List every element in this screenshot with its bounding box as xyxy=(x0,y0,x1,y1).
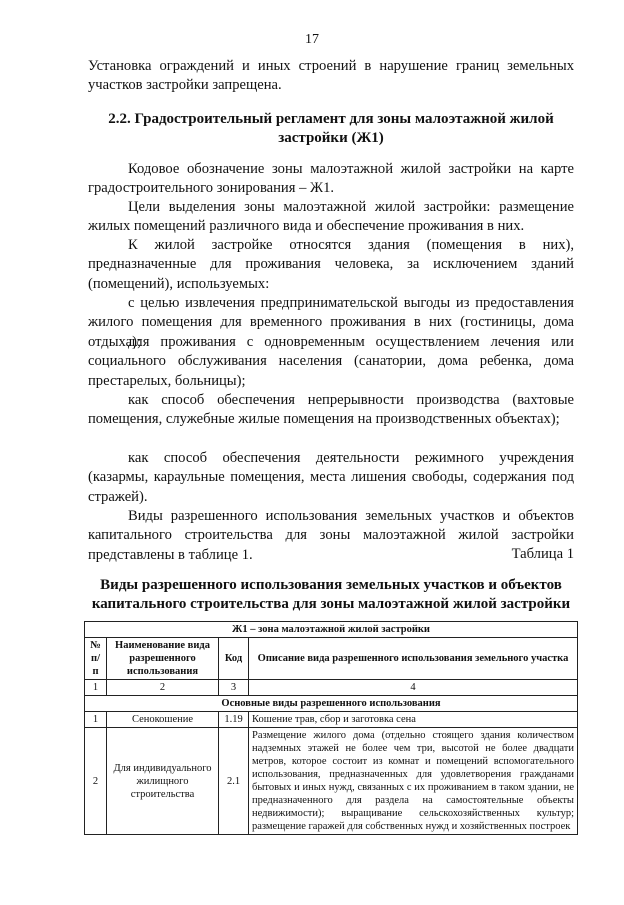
intro-paragraph: Установка ограждений и иных строений в нарушение границ земельных участков застройки запрещена. xyxy=(88,58,574,94)
paragraph-exclusion-regime: как способ обеспечения деятельности режимного учреждения (казармы, караульные помещения, места лишения свободы, содержания под стражей). xyxy=(88,450,574,505)
column-number: 3 xyxy=(219,680,249,696)
row-code: 1.19 xyxy=(219,712,249,728)
table-column-numbers-row xyxy=(85,680,578,696)
paragraph-exclusion-production: как способ обеспечения непрерывности производства (вахтовые помещения, служебные жилые помещения на производственных объектах); xyxy=(88,392,574,428)
paragraph-zone-goals: Цели выделения зоны малоэтажной жилой застройки: размещение жилых помещений различного вида и обеспечение проживания в них. xyxy=(88,199,574,235)
header-name: Наименование вида разрешенного использования xyxy=(107,638,219,680)
column-number: 2 xyxy=(107,680,219,696)
table-row xyxy=(85,712,578,728)
zone-header: Ж1 – зона малоэтажной жилой застройки xyxy=(85,622,578,638)
page-number: 17 xyxy=(305,32,319,47)
table-section-row xyxy=(85,696,578,712)
table-row xyxy=(85,728,578,835)
paragraph-zone-code: Кодовое обозначение зоны малоэтажной жилой застройки на карте градостроительного зонирования – Ж1. xyxy=(88,161,574,197)
paragraph-table-reference: Виды разрешенного использования земельных участков и объектов капитального строительства для зоны малоэтажной жилой застройки представлены в таблице 1. xyxy=(88,508,574,563)
header-description: Описание вида разрешенного использования земельного участка xyxy=(249,638,578,680)
land-use-table xyxy=(84,621,578,835)
row-description: Размещение жилого дома (отдельно стоящего здания количеством надземных этажей не более чем три, высотой не более двадцати метров, которое состоит из комнат и помещений вспомогательного использования, предназначенных для удовлетворения гражданами бытовых и иных нужд, связанных с их проживанием в таком здании, не предназначенного для раздела на самостоятельные объекты недвижимости); выращивание сельскохозяйственных культур; размещение гаражей для собственных нужд и хозяйственных построек xyxy=(249,728,578,835)
paragraph-residential-definition: К жилой застройке относятся здания (помещения в них), предназначенные для проживания человека, за исключением зданий (помещений), используемых: xyxy=(88,237,574,292)
table-label: Таблица 1 xyxy=(511,546,574,562)
column-number: 1 xyxy=(85,680,107,696)
table-zone-header-row xyxy=(85,622,578,638)
row-number: 2 xyxy=(85,728,107,835)
row-name: Для индивидуального жилищного строительства xyxy=(107,728,219,835)
row-description: Кошение трав, сбор и заготовка сена xyxy=(249,712,578,728)
row-number: 1 xyxy=(85,712,107,728)
column-number: 4 xyxy=(249,680,578,696)
header-number: № п/п xyxy=(85,638,107,680)
section-heading: 2.2. Градостроительный регламент для зоны малоэтажной жилой застройки (Ж1) xyxy=(108,111,554,146)
row-code: 2.1 xyxy=(219,728,249,835)
paragraph-exclusion-profit: с целью извлечения предпринимательской выгоды из предоставления жилого помещения для временного проживания в них (гостиницы, дома отдыха); xyxy=(88,295,574,350)
table-header-row xyxy=(85,638,578,680)
header-code: Код xyxy=(219,638,249,680)
table-title: Виды разрешенного использования земельных участков и объектов капитального строительства для зоны малоэтажной жилой застройки xyxy=(91,577,571,612)
paragraph-exclusion-treatment: для проживания с одновременным осуществлением лечения или социального обслуживания населения (санатории, дома ребенка, дома престарелых, больницы); xyxy=(88,334,574,389)
section-title: Основные виды разрешенного использования xyxy=(85,696,578,712)
row-name: Сенокошение xyxy=(107,712,219,728)
